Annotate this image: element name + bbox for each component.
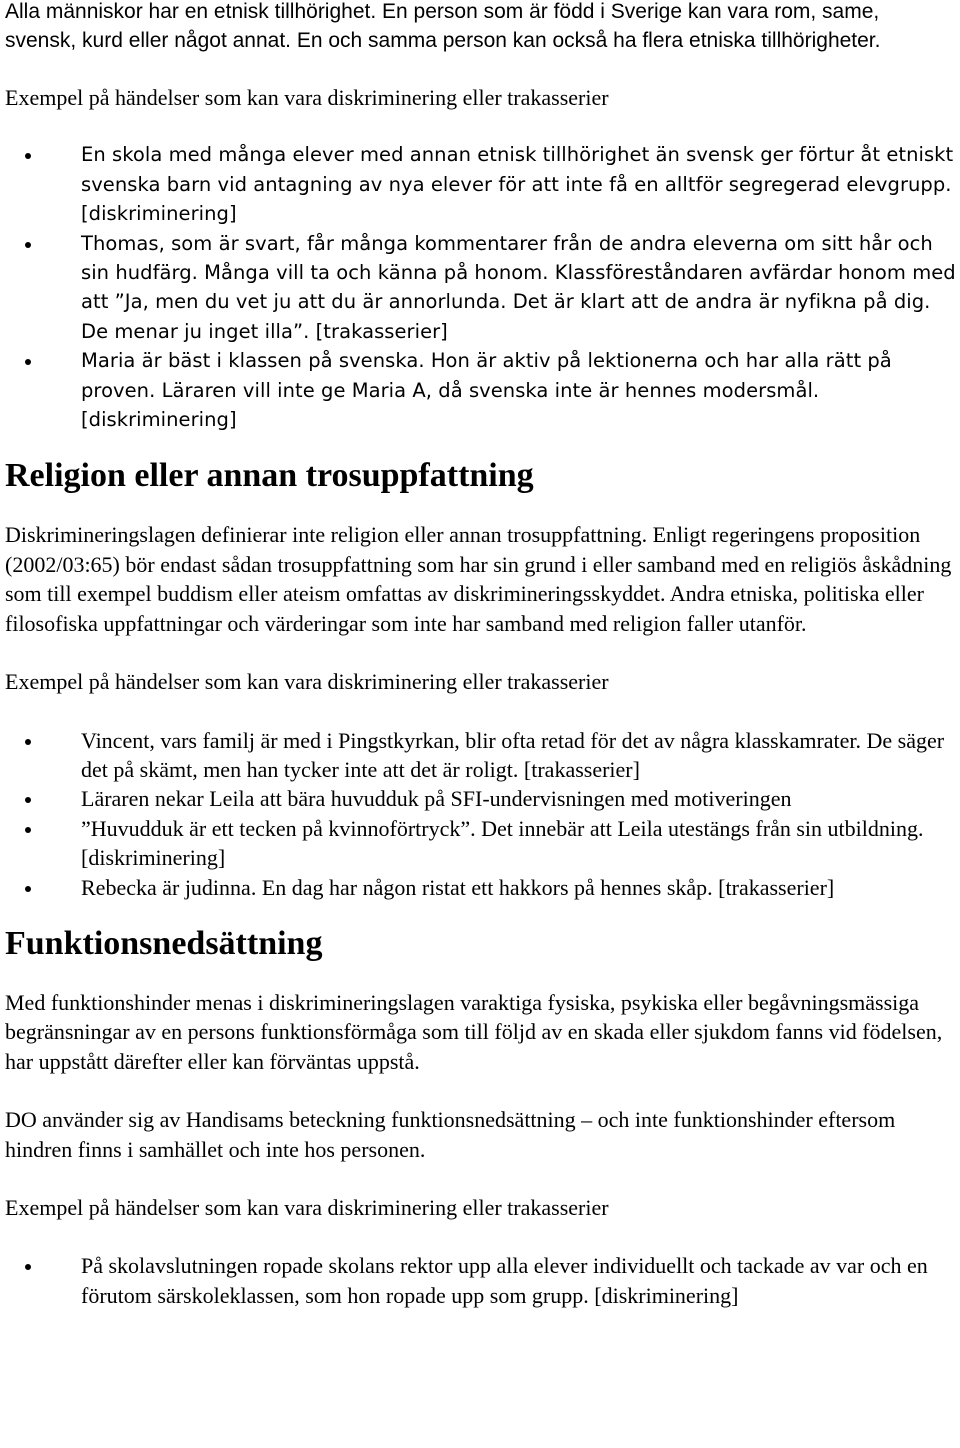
list-item (81, 346, 959, 434)
list-item-text: På skolavslutningen ropade skolans rektor upp alla elever individuellt och tackade av var och en förutom särskoleklassen, som hon ropade upp som grupp. [diskriminering] (81, 1253, 928, 1308)
list-item (81, 726, 959, 785)
list-item-text: En skola med många elever med annan etnisk tillhörighet än svensk ger förtur åt etniskt svenska barn vid antagning av nya elever för att inte få en alltför segregerad elevgrupp. [diskriminering] (81, 143, 954, 226)
document-page (5, 0, 959, 1310)
list-item (81, 140, 959, 228)
list-item (81, 784, 959, 813)
disability-examples-list (5, 1251, 959, 1310)
disability-paragraph-1: Med funktionshinder menas i diskrimineringslagen varaktiga fysiska, psykiska eller begåvningsmässiga begränsningar av en persons funktionsförmåga som till följd av en skada eller sjukdom fanns vid födelsen, har uppstått därefter eller kan förväntas uppstå. (5, 989, 943, 1074)
ethnicity-examples-list (5, 140, 959, 434)
list-item-text: Läraren nekar Leila att bära huvudduk på SFI-undervisningen med motiveringen (81, 786, 792, 812)
list-item (81, 873, 959, 902)
list-item-text: Rebecka är judinna. En dag har någon ristat ett hakkors på hennes skåp. [trakasserier] (81, 874, 835, 900)
list-item (81, 229, 959, 347)
disability-section-title: Funktionsnedsättning (5, 924, 323, 962)
religion-section-title: Religion eller annan trosuppfattning (5, 457, 534, 495)
list-item-text: ”Huvudduk är ett tecken på kvinnoförtryck”. Det innebär att Leila utestängs från sin utbildning. [diskriminering] (81, 815, 924, 871)
list-item (81, 814, 959, 873)
disability-paragraph-2: DO använder sig av Handisams beteckning funktionsnedsättning – och inte funktionshinder eftersom hindren finns i samhället och inte hos personen. (5, 1107, 896, 1162)
disability-examples-heading: Exempel på händelser som kan vara diskriminering eller trakasserier (5, 1194, 609, 1220)
list-item (81, 1251, 959, 1310)
list-item-text: Vincent, vars familj är med i Pingstkyrkan, blir ofta retad för det av några klasskamrater. De säger det på skämt, men han tycker inte att det är roligt. [trakasserier] (81, 727, 945, 782)
religion-examples-list (5, 726, 959, 902)
intro-paragraph: Alla människor har en etnisk tillhörighet. En person som är född i Sverige kan vara rom, same, svensk, kurd eller något annat. En och samma person kan också ha flera etniska tillhörigheter. (5, 0, 881, 52)
ethnicity-examples-heading: Exempel på händelser som kan vara diskriminering eller trakasserier (5, 85, 609, 110)
religion-examples-heading: Exempel på händelser som kan vara diskriminering eller trakasserier (5, 669, 609, 695)
religion-paragraph: Diskrimineringslagen definierar inte religion eller annan trosuppfattning. Enligt regeringens proposition (2002/03:65) bör endast sådan trosuppfattning som har sin grund i eller samband med en religiös åskådning som till exempel buddism eller ateism omfattas av diskrimineringsskyddet. Andra etniska, politiska eller filosofiska uppfattningar och värderingar som inte har samband med religion faller utanför. (5, 522, 952, 636)
list-item-text: Thomas, som är svart, får många kommentarer från de andra eleverna om sitt hår och sin hudfärg. Många vill ta och känna på honom. Klassföreståndaren avfärdar honom med att ”Ja, men du vet ju att du är annorlunda. Det är klart att de andra är nyfikna på dig. De menar ju inget illa”. [trakasserier] (81, 231, 956, 343)
list-item-text: Maria är bäst i klassen på svenska. Hon är aktiv på lektionerna och har alla rätt på proven. Läraren vill inte ge Maria A, då svenska inte är hennes modersmål.[diskriminering] (81, 349, 892, 432)
